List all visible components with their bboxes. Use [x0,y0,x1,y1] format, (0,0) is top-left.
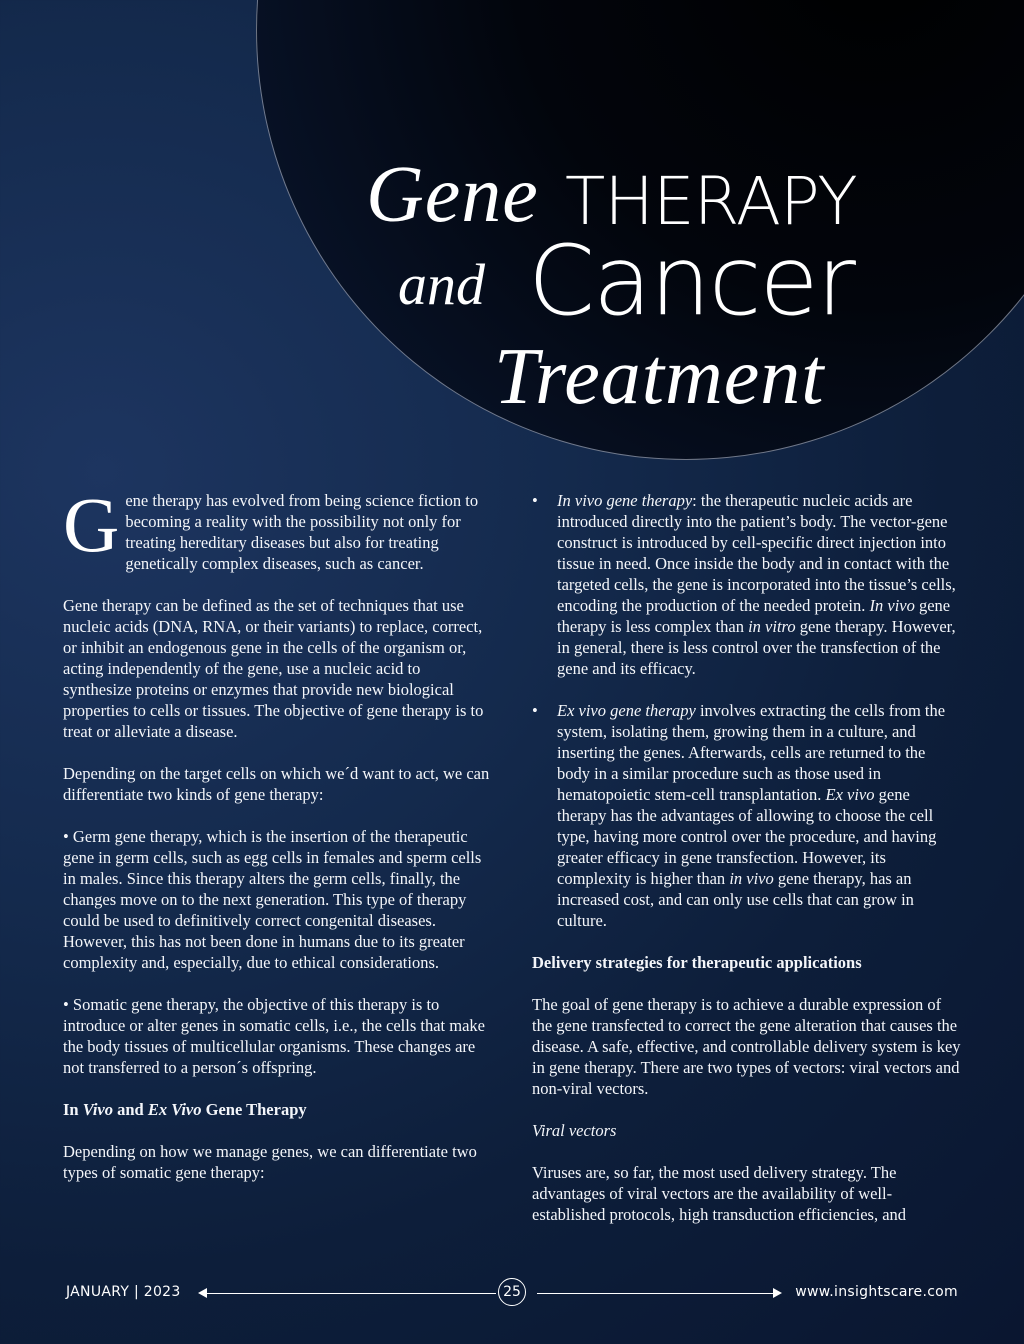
title-and: and [398,252,485,317]
intro-paragraph [63,481,493,574]
viral-vectors-paragraph: Viruses are, so far, the most used delivery strategy. The advantages of viral vectors are the availability of well-established protocols, high transduction efficiencies, and [532,1163,907,1224]
page-number: 25 [498,1278,526,1306]
page-footer [0,1278,1024,1308]
drop-cap: G [63,481,120,568]
intro-text: ene therapy has evolved from being science fiction to becoming a reality with the possibility not only for treating hereditary diseases but also for treating genetically complex diseases, such as cancer. [125,491,479,573]
body-text: gene therapy has the advantages of allowing to choose the cell type, having more control over the procedure, and having greater efficacy in gene transfection. However, its complexity is higher than [557,785,937,888]
list-item-ex-vivo [532,700,962,931]
heading-text: Vivo [82,1100,113,1119]
term: Ex vivo [825,785,875,804]
title-treatment: Treatment [494,333,825,421]
footer-divider-left [206,1293,496,1294]
right-column [532,490,962,1246]
subheading-viral-vectors [532,1120,962,1141]
body-text: involves extracting the cells from the system, isolating them, growing them in a culture, and inserting the genes. Afterwards, cells are returned to the body in a similar procedure such as those used in hematopoietic stem-cell transplantation. [557,701,946,804]
term: in vivo [729,869,774,888]
germ-therapy-paragraph: • Germ gene therapy, which is the insertion of the therapeutic gene in germ cells, such as egg cells in females and sperm cells in males. Since this therapy alters the germ cells, finally, the changes move on to the next generation. This type of therapy could be used to definitively correct congenital diseases. However, this has not been done in humans due to its greater complexity and, especially, due to ethical considerations. [63,827,482,972]
bullet-icon: • [532,491,538,510]
somatic-therapy-paragraph: • Somatic gene therapy, the objective of this therapy is to introduce or alter genes in somatic cells, i.e., the cells that make the body tissues of multicellular organisms. These changes are not transferred to a person´s offspring. [63,995,485,1077]
article-title [0,0,1024,440]
term: in vitro [748,617,796,636]
arrow-right-icon [773,1288,782,1298]
body-text: gene therapy is less complex than [557,596,951,636]
bullet-icon: • [532,701,538,720]
section-heading-in-vivo-ex-vivo [63,1099,493,1120]
heading-text: In [63,1100,83,1119]
definition-paragraph: Gene therapy can be defined as the set of techniques that use nucleic acids (DNA, RNA, or their variants) to replace, correct, or inhibit an endogenous gene in the cells of the organism or, acting independently of the gene, use a nucleic acid to synthesize proteins or enzymes that provide new biological properties to cells or tissues. The objective of gene therapy is to treat or alleviate a disease. [63,596,484,741]
body-text: gene therapy, has an increased cost, and can only use cells that can grow in culture. [557,869,914,930]
body-text: gene therapy. However, in general, there is less control over the transfection of the gene and its efficacy. [557,617,956,678]
footer-divider-right [537,1293,773,1294]
left-column [63,481,493,1204]
title-gene: Gene [366,151,539,239]
term: In vivo gene therapy [557,491,693,510]
delivery-paragraph: The goal of gene therapy is to achieve a durable expression of the gene transfected to correct the gene alteration that causes the disease. A safe, effective, and controllable delivery system is key in gene therapy. There are two types of vectors: viral vectors and non-viral vectors. [532,995,961,1098]
heading-text: Ex Vivo [147,1100,202,1119]
issue-date: JANUARY | 2023 [66,1284,181,1300]
somatic-types-paragraph: Depending on how we manage genes, we can differentiate two types of somatic gene therapy: [63,1142,477,1182]
term: In vivo [869,596,915,615]
subheading-text: Viral vectors [532,1121,617,1140]
title-cancer: Cancer [528,225,855,337]
heading-text: and [113,1100,148,1119]
term: Ex vivo gene therapy [557,701,696,720]
title-therapy: THERAPY [565,163,857,240]
section-heading-delivery: Delivery strategies for therapeutic applications [532,953,862,972]
target-cells-paragraph: Depending on the target cells on which we´d want to act, we can differentiate two kinds of gene therapy: [63,764,490,804]
website-link[interactable]: www.insightscare.com [795,1284,958,1300]
body-text: : the therapeutic nucleic acids are introduced directly into the patient’s body. The vector-gene construct is introduced by cell-specific direct injection into tissue in need. Once inside the body and in contact with the targeted cells, the gene is incorporated into the tissue’s cells, encoding the production of the needed protein. [557,491,956,615]
list-item-in-vivo [532,490,962,679]
heading-text: Gene Therapy [201,1100,307,1119]
